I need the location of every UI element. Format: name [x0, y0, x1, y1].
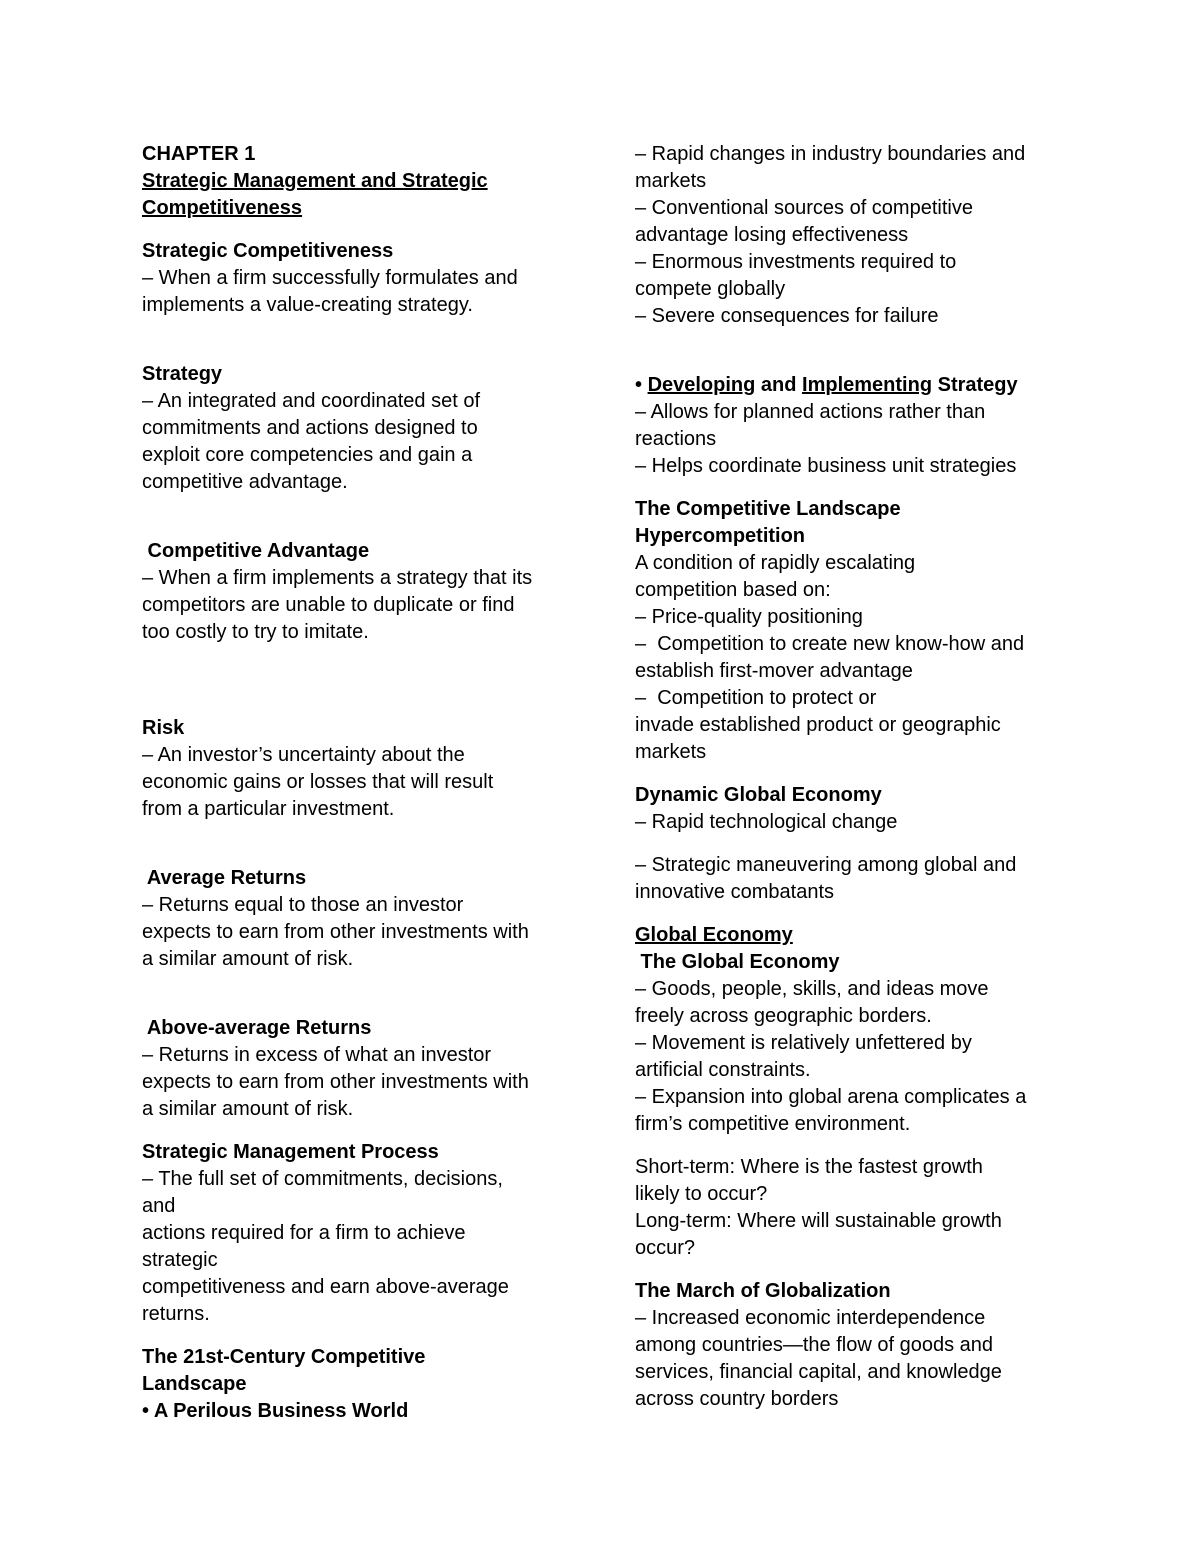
text-line: compete globally [635, 278, 786, 300]
text-line: artificial constraints. [635, 1059, 811, 1081]
text-line: exploit core competencies and gain a [142, 444, 473, 466]
text-line: markets [635, 741, 707, 763]
bullet-perilous-business-world: • A Perilous Business World [142, 1400, 409, 1422]
text-line: among countries—the flow of goods and [635, 1334, 993, 1356]
text-line: – Movement is relatively unfettered by [635, 1032, 972, 1054]
heading-average-returns: Average Returns [142, 867, 307, 889]
heading-strategic-competitiveness: Strategic Competitiveness [142, 240, 394, 262]
text-line: – Rapid technological change [635, 811, 898, 833]
text-line: firm’s competitive environment. [635, 1113, 911, 1135]
bullet-glyph: • [635, 374, 648, 396]
text-line: – Expansion into global arena complicates a [635, 1086, 1027, 1108]
heading-global-economy: Global Economy [635, 924, 793, 946]
text-line: a similar amount of risk. [142, 1098, 354, 1120]
heading-strategy: Strategy [142, 363, 223, 385]
text-line: – Enormous investments required to [635, 251, 957, 273]
text-line: expects to earn from other investments with [142, 1071, 529, 1093]
heading-risk: Risk [142, 717, 185, 739]
text-line: – Increased economic interdependence [635, 1307, 986, 1329]
text-line: – Competition to protect or [635, 687, 877, 709]
right-column [635, 141, 1075, 1413]
text-line: competitiveness and earn above-average [142, 1276, 509, 1298]
text-line: expects to earn from other investments with [142, 921, 529, 943]
text-line: competition based on: [635, 579, 831, 601]
text-line: innovative combatants [635, 881, 835, 903]
text-line: Long-term: Where will sustainable growth [635, 1210, 1002, 1232]
text-line: from a particular investment. [142, 798, 395, 820]
text-line: – Price-quality positioning [635, 606, 863, 628]
text-line: – When a firm successfully formulates and [142, 267, 518, 289]
left-column [142, 141, 572, 1425]
text-line: too costly to try to imitate. [142, 621, 369, 643]
text-line: strategic [142, 1249, 218, 1271]
text-line: – Strategic maneuvering among global and [635, 854, 1017, 876]
heading-hypercompetition: Hypercompetition [635, 525, 806, 547]
text-line: Short-term: Where is the fastest growth [635, 1156, 983, 1178]
text-line: commitments and actions designed to [142, 417, 478, 439]
text-line: likely to occur? [635, 1183, 768, 1205]
text-line: – Conventional sources of competitive [635, 197, 973, 219]
chapter-label: CHAPTER 1 [142, 143, 256, 165]
heading-competitive-advantage: Competitive Advantage [142, 540, 370, 562]
text-line: occur? [635, 1237, 696, 1259]
text-line: – Rapid changes in industry boundaries and [635, 143, 1026, 165]
text-line: – Returns in excess of what an investor [142, 1044, 492, 1066]
heading-21st-century-line1: The 21st-Century Competitive [142, 1346, 426, 1368]
heading-developing-implementing [635, 372, 1075, 399]
text-line: – Competition to create new know-how and [635, 633, 1025, 655]
word-developing: Developing [647, 374, 756, 396]
text-line: across country borders [635, 1388, 839, 1410]
text-line: – When a firm implements a strategy that its [142, 567, 533, 589]
heading-above-average-returns: Above-average Returns [142, 1017, 372, 1039]
text-line: economic gains or losses that will result [142, 771, 494, 793]
heading-dynamic-global-economy: Dynamic Global Economy [635, 784, 882, 806]
text-line: advantage losing effectiveness [635, 224, 909, 246]
heading-21st-century-line2: Landscape [142, 1373, 247, 1395]
text-line: – The full set of commitments, decisions, [142, 1168, 503, 1190]
text-line: reactions [635, 428, 717, 450]
text-line: a similar amount of risk. [142, 948, 354, 970]
text-line: establish first-mover advantage [635, 660, 913, 682]
text-line: – Helps coordinate business unit strategies [635, 455, 1017, 477]
word-strategy: Strategy [932, 374, 1018, 396]
text-line: markets [635, 170, 707, 192]
text-line: – An investor’s uncertainty about the [142, 744, 465, 766]
text-line: – Severe consequences for failure [635, 305, 939, 327]
chapter-title-line2: Competitiveness [142, 197, 303, 219]
text-line: implements a value-creating strategy. [142, 294, 473, 316]
text-line: competitors are unable to duplicate or find [142, 594, 515, 616]
text-line: and [142, 1195, 176, 1217]
subheading-the-global-economy: The Global Economy [635, 951, 840, 973]
text-line: returns. [142, 1303, 210, 1325]
text-line: competitive advantage. [142, 471, 348, 493]
chapter-title-line1: Strategic Management and Strategic [142, 170, 488, 192]
text-line: freely across geographic borders. [635, 1005, 932, 1027]
word-and: and [755, 374, 803, 396]
text-line: – Goods, people, skills, and ideas move [635, 978, 989, 1000]
text-line: services, financial capital, and knowledge [635, 1361, 1002, 1383]
heading-march-of-globalization: The March of Globalization [635, 1280, 891, 1302]
heading-competitive-landscape: The Competitive Landscape [635, 498, 901, 520]
word-implementing: Implementing [802, 374, 933, 396]
heading-strategic-management-process: Strategic Management Process [142, 1141, 439, 1163]
text-line: – An integrated and coordinated set of [142, 390, 481, 412]
text-line: – Returns equal to those an investor [142, 894, 464, 916]
text-line: invade established product or geographic [635, 714, 1001, 736]
text-line: actions required for a firm to achieve [142, 1222, 466, 1244]
text-line: A condition of rapidly escalating [635, 552, 916, 574]
text-line: – Allows for planned actions rather than [635, 401, 986, 423]
